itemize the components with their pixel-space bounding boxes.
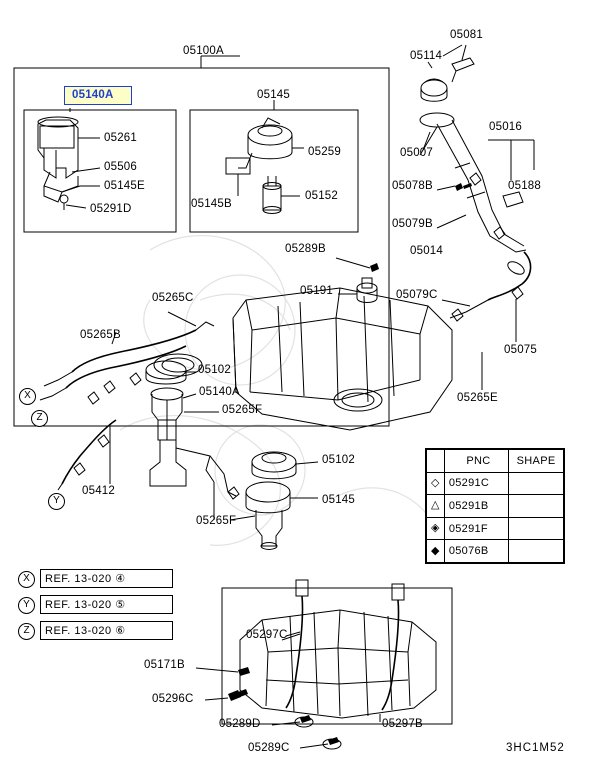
filler-neck-art	[420, 45, 534, 390]
pnc-shape-blank-3	[509, 517, 564, 540]
callout-05289d: 05289D	[219, 718, 261, 730]
callout-05191: 05191	[300, 285, 333, 297]
callout-05265f-lower: 05265F	[196, 515, 237, 527]
callout-05145b: 05145B	[191, 198, 232, 210]
pnc-shape-clamp	[509, 540, 564, 563]
callout-05114: 05114	[410, 50, 443, 62]
callout-05265e: 05265E	[457, 392, 498, 404]
pnc-header-pnc: PNC	[444, 450, 508, 473]
ref-circled-number-z: ⑥	[115, 625, 126, 637]
pnc-value-05291c: 05291C	[444, 472, 508, 495]
pnc-row	[427, 472, 564, 495]
ref-circle-x: X	[18, 571, 35, 588]
pnc-symbol-diamond-filled: ◆	[427, 540, 445, 563]
ref-text-y: REF. 13-020	[45, 599, 112, 611]
callout-05140a-highlight[interactable]: 05140A	[72, 89, 114, 101]
callout-05081: 05081	[450, 29, 483, 41]
callout-05007: 05007	[400, 147, 433, 159]
pnc-symbol-triangle: △	[427, 495, 445, 518]
fuel-gauge-unit-art	[226, 118, 304, 214]
ref-circle-y: Y	[18, 597, 35, 614]
pnc-row	[427, 495, 564, 518]
ref-circled-number-x: ④	[115, 573, 126, 585]
callout-05265c: 05265C	[152, 292, 194, 304]
ref-text-z: REF. 13-020	[45, 625, 112, 637]
pnc-shape-blank-2	[509, 495, 564, 518]
pnc-value-05291b: 05291B	[444, 495, 508, 518]
callout-05289c: 05289C	[248, 742, 290, 754]
callout-05145e: 05145E	[104, 180, 145, 192]
pnc-row	[427, 517, 564, 540]
callout-05078b: 05078B	[392, 180, 433, 192]
fuel-pump-module-art	[38, 117, 100, 210]
pnc-header-shape: SHAPE	[509, 450, 564, 473]
callout-05102-upper: 05102	[198, 364, 231, 376]
fuel-tank-art	[154, 258, 452, 430]
pnc-symbol-diamond-dotted: ◈	[427, 517, 445, 540]
callout-05296c: 05296C	[152, 693, 194, 705]
callout-05265b: 05265B	[80, 329, 121, 341]
pnc-header-symbol	[427, 450, 445, 473]
marker-circle-y: Y	[48, 493, 65, 510]
callout-05152: 05152	[305, 190, 338, 202]
marker-circle-z: Z	[31, 410, 48, 427]
callout-05412: 05412	[82, 485, 115, 497]
ref-box-x[interactable]	[40, 569, 173, 588]
callout-05075: 05075	[504, 344, 537, 356]
pnc-symbol-diamond-open: ◇	[427, 472, 445, 495]
callout-05259: 05259	[308, 146, 341, 158]
callout-05171b: 05171B	[144, 659, 185, 671]
pnc-legend-table	[425, 448, 565, 564]
callout-05014: 05014	[410, 245, 443, 257]
callout-05079c: 05079C	[396, 289, 438, 301]
callout-05261: 05261	[104, 132, 137, 144]
callout-05506: 05506	[104, 161, 137, 173]
pnc-row	[427, 540, 564, 563]
callout-05265f-upper: 05265F	[222, 404, 263, 416]
callout-05102-lower: 05102	[322, 454, 355, 466]
marker-circle-x: X	[19, 388, 36, 405]
pnc-shape-blank-1	[509, 472, 564, 495]
fuel-lines-art	[40, 312, 214, 490]
watermark	[120, 236, 440, 546]
pnc-value-05291f: 05291F	[444, 517, 508, 540]
pnc-value-05076b: 05076B	[444, 540, 508, 563]
callout-05145-top: 05145	[257, 89, 290, 101]
ref-text-x: REF. 13-020	[45, 573, 112, 585]
callout-05079b: 05079B	[392, 218, 433, 230]
ref-box-y[interactable]	[40, 595, 173, 614]
ref-circle-z: Z	[18, 623, 35, 640]
ref-box-z[interactable]	[40, 621, 173, 640]
callout-05297b: 05297B	[382, 718, 423, 730]
callout-05291d: 05291D	[90, 203, 132, 215]
callout-05100a: 05100A	[183, 45, 224, 57]
ref-circled-number-y: ⑤	[115, 599, 126, 611]
callout-05289b: 05289B	[285, 243, 326, 255]
callout-05016: 05016	[489, 121, 522, 133]
callout-05297c: 05297C	[246, 629, 288, 641]
callout-05145-lower: 05145	[322, 494, 355, 506]
callout-05188: 05188	[508, 180, 541, 192]
sheet-code: 3HC1M52	[506, 742, 565, 754]
callout-05140a-lower: 05140A	[199, 386, 240, 398]
